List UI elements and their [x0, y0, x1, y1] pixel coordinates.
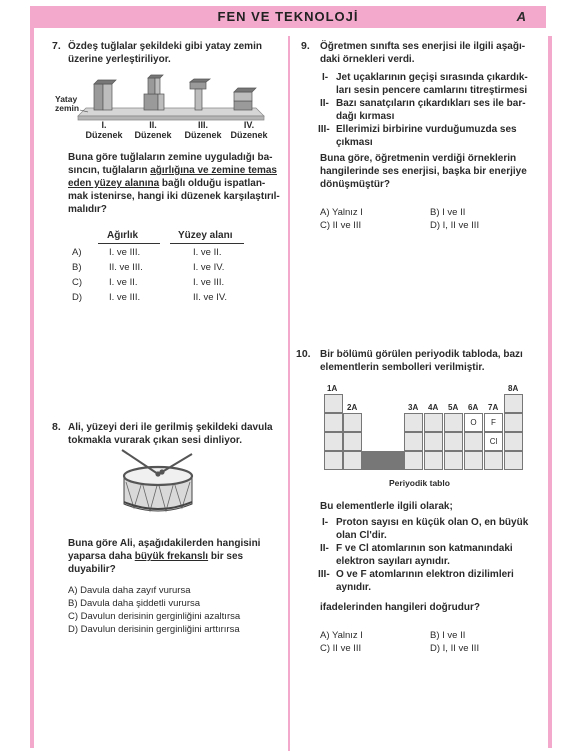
pt-transition-block — [362, 451, 405, 470]
group-2a: 2A — [347, 403, 358, 412]
q7-option-c[interactable]: C) I. ve II. I. ve III. — [72, 277, 225, 288]
pt-cell — [404, 413, 423, 432]
q10-number: 10. — [296, 348, 311, 360]
pt-cell — [444, 432, 463, 451]
q7-option-d[interactable]: D) I. ve III. II. ve IV. — [72, 292, 227, 303]
q10-option-d[interactable]: D) I, II ve III — [430, 643, 480, 654]
q8-option-a[interactable]: A) Davula daha zayıf vurursa — [68, 585, 191, 596]
booklet-letter: A — [516, 9, 526, 24]
pt-cell — [464, 432, 483, 451]
q7-option-a[interactable]: A) I. ve III. I. ve II. — [72, 247, 222, 258]
pt-cell — [504, 432, 523, 451]
q9-option-a[interactable]: A) Yalnız I — [320, 207, 363, 218]
pt-cell — [404, 432, 423, 451]
q7-setup-1: I. Düzenek — [85, 120, 123, 140]
pt-cell — [324, 394, 343, 413]
q7-stem-line1: Özdeş tuğlalar şekildeki gibi yatay zemin — [68, 41, 262, 52]
pt-cell — [324, 413, 343, 432]
q9-option-b[interactable]: B) I ve II — [430, 207, 466, 218]
pt-cell — [343, 432, 362, 451]
q8-option-c[interactable]: C) Davulun derisinin gerginliğini azaltırsa — [68, 611, 241, 622]
pt-cell — [424, 451, 443, 470]
pt-cell — [484, 451, 503, 470]
pt-cell — [424, 413, 443, 432]
q9-number: 9. — [301, 40, 310, 52]
q9-question: Buna göre, öğretmenin verdiği örneklerin hangilerinde ses enerjisi, başka bir enerjiye dönüşmüştür? — [320, 153, 527, 190]
q10-item-3: III- O ve F atomlarının elektron dizilimleri aynıdır. — [318, 569, 514, 593]
group-6a: 6A — [468, 403, 479, 412]
q7-setup-4: IV. Düzenek — [230, 120, 268, 140]
page-title: FEN VE TEKNOLOJİ — [217, 9, 359, 24]
q7-ground-label: Yatay zemin — [55, 94, 80, 113]
q7-question: Buna göre tuğlaların zemine uyguladığı ba- sıncın, tuğlaların ağırlığına ve zemine temas eden yüzey alanına bağlı olduğu ispatlan- mak istenirse, hangi iki düzenek karşılaştırıl- malıdır? — [68, 152, 280, 215]
column-divider — [288, 36, 290, 751]
pt-cell-fluorine: F — [484, 413, 503, 432]
pt-cell — [464, 451, 483, 470]
q9-option-c[interactable]: C) II ve III — [320, 220, 362, 231]
pt-cell — [444, 413, 463, 432]
q7-setup-3: III. Düzenek — [184, 120, 222, 140]
pt-cell — [324, 451, 343, 470]
pt-cell-oxygen: O — [464, 413, 483, 432]
q7-col-area: Yüzey alanı — [178, 230, 233, 241]
pt-cell-chlorine: Cl — [484, 432, 503, 451]
q9-item-1: I- Jet uçaklarının geçişi sırasında çıkardık- ları sesin pencere camlarını titreştirmesi — [322, 72, 528, 96]
left-margin-rule — [30, 28, 34, 748]
q10-question: ifadelerinden hangileri doğrudur? — [320, 602, 481, 613]
header-bar — [30, 6, 546, 28]
pt-cell — [424, 432, 443, 451]
q7-setup-2: II. Düzenek — [134, 120, 172, 140]
pt-cell — [504, 394, 523, 413]
q8-question: Buna göre Ali, aşağıdakilerden hangisini yaparsa daha büyük frekanslı bir ses duyabilir? — [68, 538, 261, 575]
q9-option-d[interactable]: D) I, II ve III — [430, 220, 480, 231]
q10-option-c[interactable]: C) II ve III — [320, 643, 362, 654]
pt-cell — [343, 451, 362, 470]
q9-stem: Öğretmen sınıfta ses enerjisi ile ilgili aşağı- daki örnekleri verdi. — [320, 41, 526, 65]
group-3a: 3A — [408, 403, 419, 412]
q10-item-1: I- Proton sayısı en küçük olan O, en büyük olan Cl'dir. — [322, 517, 529, 541]
pt-cell — [504, 413, 523, 432]
pt-cell — [343, 413, 362, 432]
q10-stem: Bir bölümü görülen periyodik tabloda, bazı elementlerin sembolleri verilmiştir. — [320, 349, 523, 373]
right-margin-rule — [548, 36, 552, 748]
drum-figure — [118, 448, 198, 518]
q7-col-weight-rule — [98, 243, 160, 244]
q8-number: 8. — [52, 421, 61, 433]
q7-col-area-rule — [170, 243, 244, 244]
q7-option-b[interactable]: B) II. ve III. I. ve IV. — [72, 262, 225, 273]
q10-option-a[interactable]: A) Yalnız I — [320, 630, 363, 641]
group-5a: 5A — [448, 403, 459, 412]
group-1a: 1A — [327, 384, 338, 393]
q8-option-d[interactable]: D) Davulun derisinin gerginliğini arttırırsa — [68, 624, 240, 635]
q7-stem-line2: üzerine yerleştiriliyor. — [68, 54, 171, 65]
q9-item-2: II- Bazı sanatçıların çıkardıkları ses ile bar- dağı kırması — [320, 98, 526, 122]
group-7a: 7A — [488, 403, 499, 412]
q7-col-weight: Ağırlık — [107, 230, 139, 241]
q8-option-b[interactable]: B) Davula daha şiddetli vurursa — [68, 598, 201, 609]
pt-cell — [504, 451, 523, 470]
q9-item-3: III- Ellerimizi birbirine vurduğumuzda ses çıkması — [318, 124, 517, 148]
group-8a: 8A — [508, 384, 519, 393]
q7-number: 7. — [52, 40, 61, 52]
q10-item-2: II- F ve Cl atomlarının son katmanındaki elektron sayıları aynıdır. — [320, 543, 513, 567]
q10-option-b[interactable]: B) I ve II — [430, 630, 466, 641]
q10-intro: Bu elementlerle ilgili olarak; — [320, 501, 453, 512]
pt-cell — [324, 432, 343, 451]
pt-cell — [444, 451, 463, 470]
q8-stem: Ali, yüzeyi deri ile gerilmiş şekildeki davula tokmakla vurarak çıkan sesi dinliyor. — [68, 422, 273, 446]
periodic-table-caption: Periyodik tablo — [389, 478, 450, 488]
pt-cell — [404, 451, 423, 470]
group-4a: 4A — [428, 403, 439, 412]
